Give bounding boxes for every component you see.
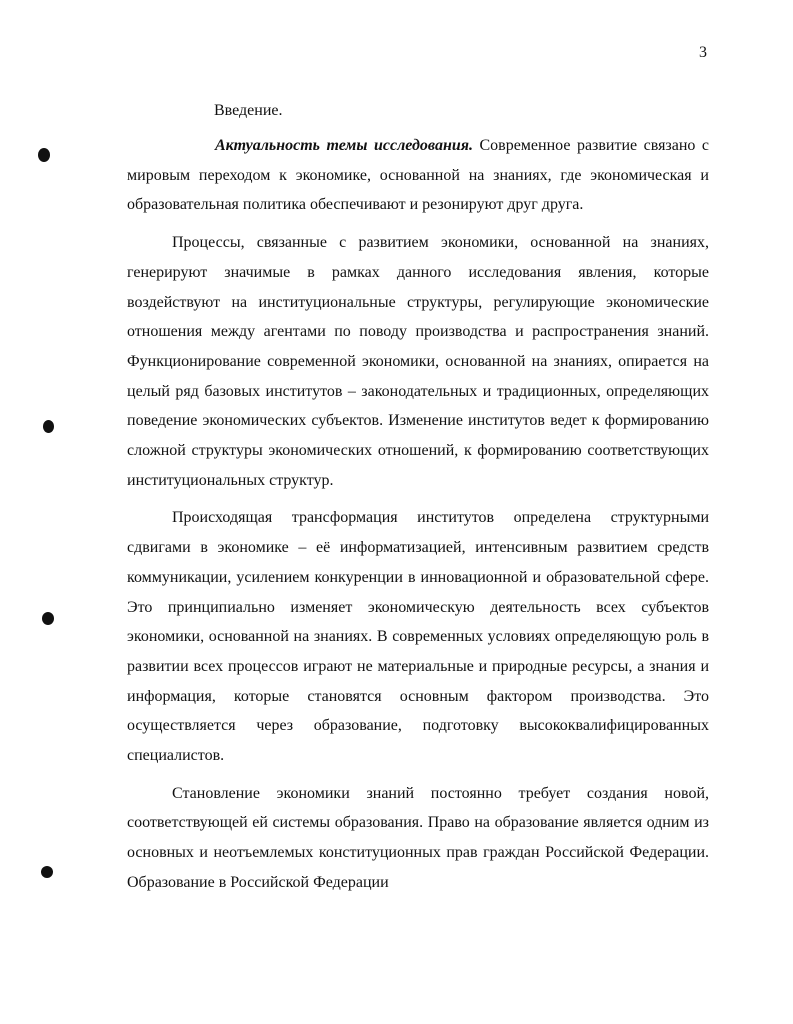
section-heading: Введение. [214,102,283,119]
binder-hole-mark [43,420,54,433]
relevance-lead: Актуальность темы исследования. [215,137,473,154]
binder-hole-mark [41,866,53,878]
paragraph-knowledge-economy: Становление экономики знаний постоянно требует создания новой, соответствующей ей системы образования. Право на образование является одним из основных и неотъемлемых конституционных прав граждан Российской Федерации. Образование в Российской Федерации [127,784,709,891]
paragraph-transformation: Происходящая трансформация институтов определена структурными сдвигами в экономике – её информатизацией, интенсивным развитием средств коммуникации, усилением конкуренции в инновационной и образовательной сфере. Это принципиально изменяет экономическую деятельность всех субъектов экономики, основанной на знаниях. В современных условиях определяющую роль в развитии всех процессов играют не материальные и природные ресурсы, а знания и информация, которые становятся основным фактором производства. Это осуществляется через образование, подготовку высококвалифицированных специалистов. [127,509,709,765]
paragraph-processes: Процессы, связанные с развитием экономики, основанной на знаниях, генерируют значимые в рамках данного исследования явления, которые воздействуют на институциональные структуры, регулирующие экономические отношения между агентами по поводу производства и распространения знаний. Функционирование современной экономики, основанной на знаниях, опирается на целый ряд базовых институтов – законодательных и традиционных, определяющих поведение экономических субъектов. Изменение институтов ведет к формированию сложной структуры экономических отношений, к формированию соответствующих институциональных структур. [127,234,709,489]
relevance-text: Современное развитие связано с мировым переходом к экономике, основанной на знаниях, где экономическая и образовательная политика обеспечивают и резонируют друг друга. [127,137,710,214]
paragraph-relevance [127,131,709,220]
page-number: 3 [699,44,707,61]
binder-hole-mark [38,148,50,162]
binder-hole-mark [42,612,54,625]
body-text [127,131,709,898]
